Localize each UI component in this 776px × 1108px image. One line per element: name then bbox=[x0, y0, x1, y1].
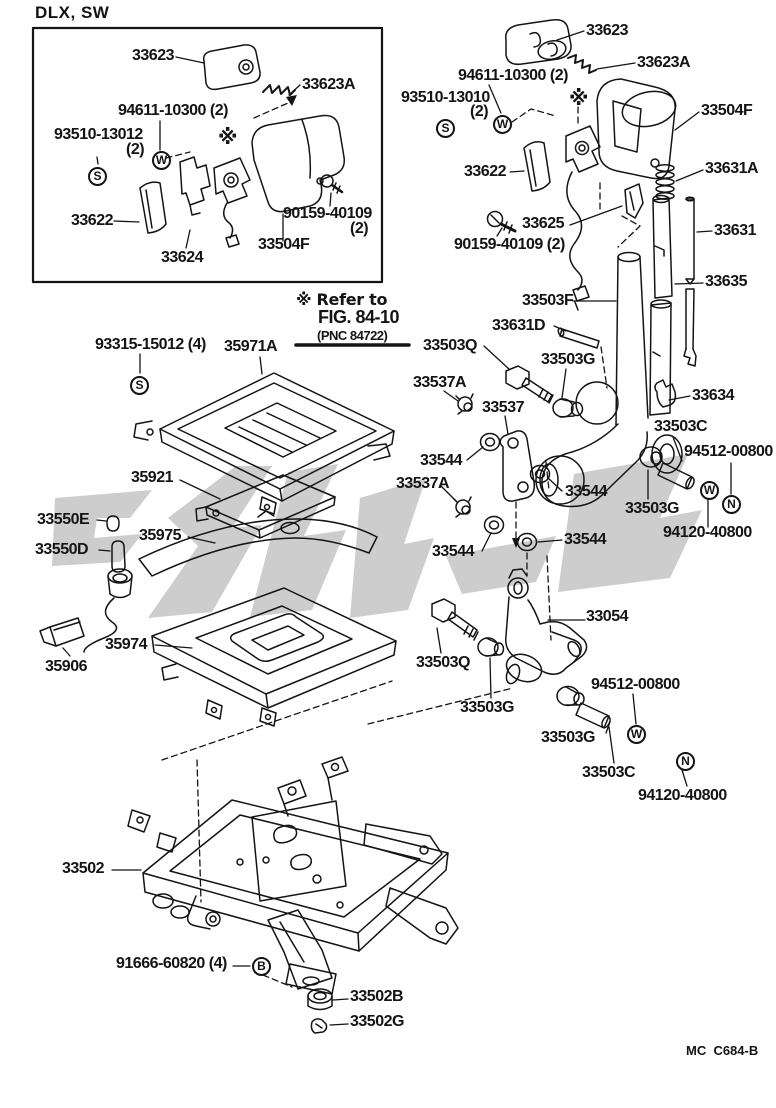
nut-badge-n: N bbox=[676, 752, 695, 771]
figure-code: MC C684-B bbox=[686, 1043, 759, 1058]
part-label-33625: 33625 bbox=[522, 215, 564, 232]
reference-note-line2: FIG. 84-10 bbox=[318, 307, 400, 327]
part-label-33631: 33631 bbox=[714, 222, 756, 239]
part-label-qty: (2) bbox=[470, 103, 489, 120]
part-label-35971A: 35971A bbox=[224, 338, 278, 355]
part-label-91666-60820: 91666-60820 (4) bbox=[116, 955, 227, 972]
part-label-33503C: 33503C bbox=[582, 764, 636, 781]
part-label-93315-15012: 93315-15012 (4) bbox=[95, 336, 206, 353]
part-label-qty: (2) bbox=[350, 220, 369, 237]
part-label-33502: 33502 bbox=[62, 860, 104, 877]
part-label-33622: 33622 bbox=[71, 212, 113, 229]
part-label-33054: 33054 bbox=[586, 608, 628, 625]
washer-badge-w: W bbox=[627, 725, 646, 744]
part-label-33503G: 33503G bbox=[625, 500, 679, 517]
part-label-33537A: 33537A bbox=[396, 475, 450, 492]
inset-box-frame bbox=[33, 28, 382, 282]
part-label-33634: 33634 bbox=[692, 387, 734, 404]
part-label-33503G: 33503G bbox=[460, 699, 514, 716]
part-label-94512-00800: 94512-00800 bbox=[591, 676, 680, 693]
part-label-33623A: 33623A bbox=[637, 54, 691, 71]
part-label-33544: 33544 bbox=[432, 543, 474, 560]
part-label-33504F: 33504F bbox=[258, 236, 310, 253]
part-label-33550E: 33550E bbox=[37, 511, 90, 528]
part-label-33631A: 33631A bbox=[705, 160, 759, 177]
floor-bracket-art bbox=[128, 757, 458, 1033]
part-label-94611-10300: 94611-10300 (2) bbox=[458, 67, 568, 84]
part-label-33623: 33623 bbox=[586, 22, 628, 39]
part-label-33503C: 33503C bbox=[654, 418, 708, 435]
part-label-35921: 35921 bbox=[131, 469, 173, 486]
part-label-33504F: 33504F bbox=[701, 102, 753, 119]
part-label-33631D: 33631D bbox=[492, 317, 546, 334]
washer-badge-w: W bbox=[152, 151, 171, 170]
reference-note-line1: ※ Refer to bbox=[296, 290, 388, 309]
screw-badge-s: S bbox=[130, 376, 149, 395]
washer-badge-w: W bbox=[493, 115, 512, 134]
nut-badge-n: N bbox=[722, 495, 741, 514]
part-label-94611-10300: 94611-10300 (2) bbox=[118, 102, 228, 119]
part-label-33503G: 33503G bbox=[541, 351, 595, 368]
part-label-33537A: 33537A bbox=[413, 374, 467, 391]
part-label-94120-40800: 94120-40800 bbox=[638, 787, 727, 804]
part-label-33623A: 33623A bbox=[302, 76, 356, 93]
part-label-33503F: 33503F bbox=[522, 292, 574, 309]
screw-badge-s: S bbox=[88, 167, 107, 186]
part-label-94512-00800: 94512-00800 bbox=[684, 443, 773, 460]
part-label-93510-13012: 93510-13012 bbox=[54, 126, 143, 143]
part-label-33544: 33544 bbox=[565, 483, 607, 500]
part-label-33544: 33544 bbox=[420, 452, 462, 469]
part-label-33537: 33537 bbox=[482, 399, 524, 416]
part-label-35906: 35906 bbox=[45, 658, 87, 675]
part-label-33635: 33635 bbox=[705, 273, 747, 290]
part-label-33503Q: 33503Q bbox=[423, 337, 477, 354]
part-label-90159-40109: 90159-40109 (2) bbox=[454, 236, 565, 253]
crank-arm-assembly-art bbox=[432, 569, 612, 729]
part-label-33502B: 33502B bbox=[350, 988, 404, 1005]
part-label-35975: 35975 bbox=[139, 527, 181, 544]
bolt-badge-b: B bbox=[252, 957, 271, 976]
part-label-33550D: 33550D bbox=[35, 541, 89, 558]
reference-note-line3: (PNC 84722) bbox=[317, 328, 388, 343]
part-label-93510-13010: 93510-13010 bbox=[401, 89, 490, 106]
part-label-qty: (2) bbox=[126, 141, 145, 158]
part-label-33503Q: 33503Q bbox=[416, 654, 470, 671]
part-label-33544: 33544 bbox=[564, 531, 606, 548]
part-label-33624: 33624 bbox=[161, 249, 203, 266]
part-label-94120-40800: 94120-40800 bbox=[663, 524, 752, 541]
washer-badge-w: W bbox=[700, 481, 719, 500]
variant-title: DLX, SW bbox=[35, 3, 110, 22]
part-label-33503G: 33503G bbox=[541, 729, 595, 746]
part-label-33502G: 33502G bbox=[350, 1013, 404, 1030]
reference-mark-icon: ※ bbox=[569, 86, 589, 110]
screw-badge-s: S bbox=[436, 119, 455, 138]
part-label-35974: 35974 bbox=[105, 636, 147, 653]
part-label-90159-40109: 90159-40109 bbox=[283, 205, 372, 222]
reference-mark-icon: ※ bbox=[218, 125, 238, 149]
part-label-33622: 33622 bbox=[464, 163, 506, 180]
part-label-33623: 33623 bbox=[132, 47, 174, 64]
